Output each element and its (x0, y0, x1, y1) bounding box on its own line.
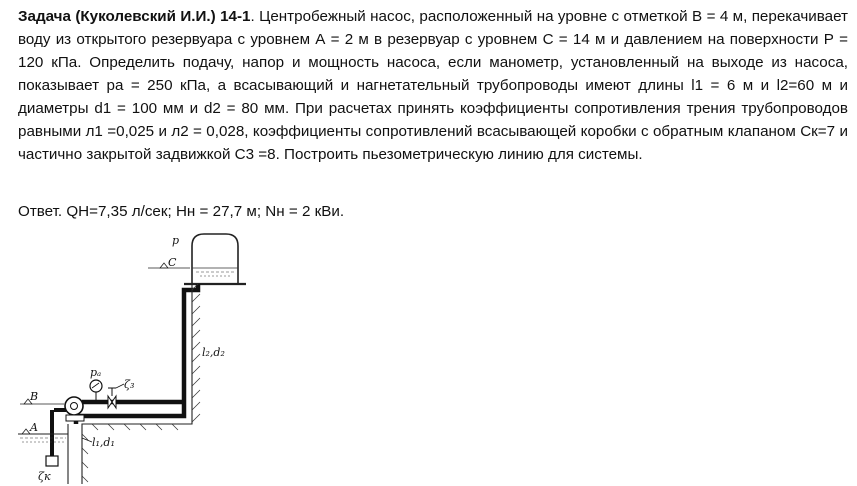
label-pa: pₐ (90, 366, 102, 379)
level-b-marker (20, 399, 64, 404)
pump (65, 397, 84, 421)
label-c: C (168, 256, 177, 269)
label-b: B (30, 390, 39, 403)
problem-text (18, 5, 848, 166)
diagram-svg (12, 228, 262, 484)
label-p: p (172, 234, 180, 247)
problem-body: . Центробежный насос, расположенный на уровне с отметкой В = 4 м, перекачивает воду из открытого резервуара с уровнем А = 2 м в резервуар с уровнем С = 14 м и давлением на поверхности Р = 120 кПа. Определить подачу, напор и мощность насоса, если манометр, установленный на выходе из насоса, показывает pa = 250 кПа, а всасывающий и нагнетательный трубопроводы имеют длины l1 = 6 м и l2=60 м и диаметры d1 = 100 мм и d2 = 80 мм. При расчетах принять коэффициенты сопротивления трения трубопроводов равными л1 =0,025 и л2 = 0,028, коэффициенты сопротивлений всасывающей коробки с обратным клапаном Ск=7 и частично закрытой задвижкой С3 =8. Построить пьезометрическую линию для системы. (18, 8, 849, 163)
label-l2-d2: l₂,d₂ (202, 346, 225, 359)
problem-title: Задача (Куколевский И.И.) 14-1 (18, 8, 251, 25)
gate-valve (108, 388, 116, 408)
system-diagram (12, 228, 262, 484)
label-l1-d1: l₁,d₁ (92, 436, 115, 449)
upper-tank (184, 234, 246, 284)
label-zk: ζк (38, 470, 51, 483)
label-z3: ζ₃ (124, 378, 135, 391)
suction-pipe (52, 410, 66, 456)
label-a: A (30, 421, 38, 434)
answer-text: Ответ. QН=7,35 л/сек; Нн = 27,7 м; Nн = 2 кВи. (18, 203, 345, 220)
suction-box (46, 456, 58, 466)
pressure-gauge (90, 380, 102, 402)
